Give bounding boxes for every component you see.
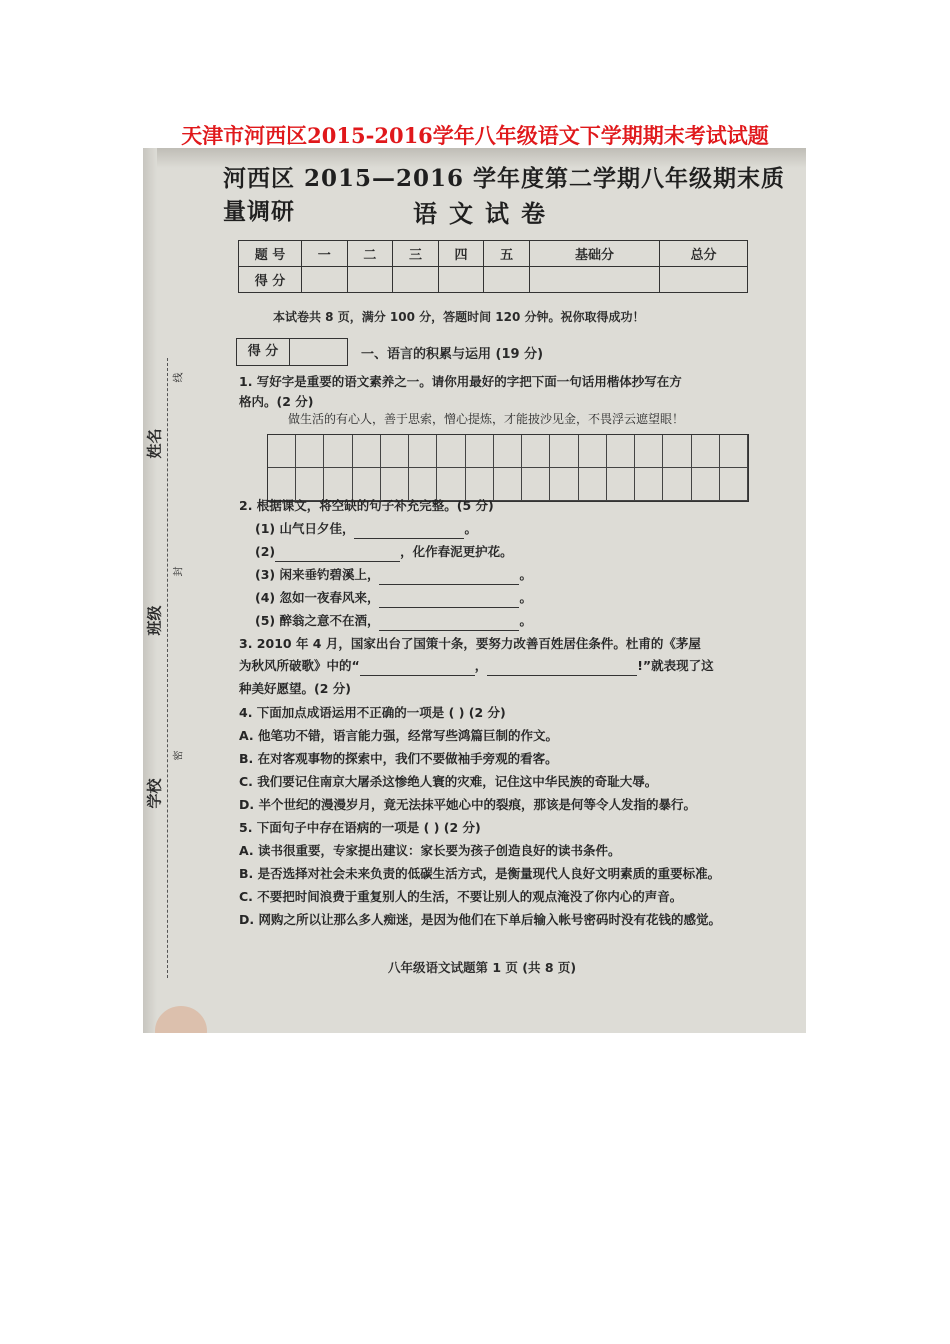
question-3-line3: 种美好愿望。(2 分) <box>239 681 351 696</box>
document-title: 天津市河西区2015-2016学年八年级语文下学期期末考试试题 <box>181 123 769 148</box>
paper-title: 河西区 2015—2016 学年度第二学期八年级期末质量调研 <box>223 165 786 225</box>
margin-mark-mi: 密 <box>173 750 185 761</box>
question-4-option: A. 他笔功不错，语言能力强，经常写些鸿篇巨制的作文。 <box>239 728 559 743</box>
score-table-cell: 基础分 <box>529 241 659 267</box>
page-footer: 八年级语文试题第 1 页 (共 8 页) <box>388 960 577 975</box>
question-2-item: (5) 醉翁之意不在酒， 。 <box>255 611 532 631</box>
question-3-line2: 为秋风所破歌》中的“ ， !”就表现了这 <box>239 656 714 676</box>
question-1-line1: 1. 写好字是重要的语文素养之一。请你用最好的字把下面一句话用楷体抄写在方 <box>239 374 682 389</box>
question-3-line1: 3. 2010 年 4 月，国家出台了国策十条，要努力改善百姓居住条件。杜甫的《茅屋 <box>239 636 701 651</box>
question-5-option: A. 读书很重要，专家提出建议：家长要为孩子创造良好的读书条件。 <box>239 843 621 858</box>
question-2-item: (1) 山气日夕佳， 。 <box>255 519 477 539</box>
score-table-cell <box>393 267 439 293</box>
question-2-item: (3) 闲来垂钓碧溪上， 。 <box>255 565 532 585</box>
binding-margin <box>143 148 203 1033</box>
score-table-cell <box>529 267 659 293</box>
score-table-cell <box>438 267 484 293</box>
score-table <box>238 240 748 293</box>
question-1-line2: 格内。(2 分) <box>239 394 314 409</box>
score-table-cell <box>347 267 393 293</box>
score-table-cell: 总分 <box>660 241 748 267</box>
margin-label-name: 姓名 <box>145 428 164 459</box>
section-score-label: 得 分 <box>237 339 290 365</box>
score-table-cell: 四 <box>438 241 484 267</box>
margin-label-class: 班级 <box>145 605 164 636</box>
score-table-header <box>239 241 748 267</box>
score-table-cell <box>660 267 748 293</box>
question-4: 4. 下面加点成语运用不正确的一项是 ( ) (2 分) <box>239 705 506 720</box>
score-table-cell: 题 号 <box>239 241 302 267</box>
question-4-option: D. 半个世纪的漫漫岁月，竟无法抹平她心中的裂痕，那该是何等令人发指的暴行。 <box>239 797 696 812</box>
score-table-cell: 五 <box>484 241 530 267</box>
score-table-row <box>239 267 748 293</box>
score-table-cell <box>302 267 348 293</box>
question-5: 5. 下面句子中存在语病的一项是 ( ) (2 分) <box>239 820 481 835</box>
score-table-cell: 二 <box>347 241 393 267</box>
handwriting-grid <box>267 434 749 502</box>
section-title: 一、语言的积累与运用 (19 分) <box>361 347 544 362</box>
score-table-cell: 一 <box>302 241 348 267</box>
margin-mark-feng: 封 <box>173 566 185 577</box>
margin-label-school: 学校 <box>145 778 164 809</box>
margin-mark-xian: 线 <box>173 372 185 383</box>
question-2: 2. 根据课文，将空缺的句子补充完整。(5 分) <box>239 498 494 513</box>
question-1-sentence: 做生活的有心人，善于思索，憎心提炼，才能披沙见金，不畏浮云遮望眼！ <box>288 412 685 426</box>
seal-line <box>167 358 168 978</box>
score-table-cell: 三 <box>393 241 439 267</box>
section-score-box <box>236 338 348 366</box>
question-5-option: B. 是否选择对社会未来负责的低碳生活方式，是衡量现代人良好文明素质的重要标准。 <box>239 866 721 881</box>
question-4-option: C. 我们要记住南京大屠杀这惨绝人寰的灾难，记住这中华民族的奇耻大辱。 <box>239 774 658 789</box>
question-2-item: (4) 忽如一夜春风来， 。 <box>255 588 532 608</box>
paper-subtitle: 语文试卷 <box>413 199 557 228</box>
exam-photo <box>143 148 806 1033</box>
question-4-option: B. 在对客观事物的探索中，我们不要做袖手旁观的看客。 <box>239 751 558 766</box>
score-table-cell <box>484 267 530 293</box>
question-5-option: C. 不要把时间浪费于重复别人的生活，不要让别人的观点淹没了你内心的声音。 <box>239 889 683 904</box>
exam-notice: 本试卷共 8 页，满分 100 分，答题时间 120 分钟。祝你取得成功！ <box>273 310 645 324</box>
question-5-option: D. 网购之所以让那么多人痴迷，是因为他们在下单后输入帐号密码时没有花钱的感觉。 <box>239 912 721 927</box>
question-2-item: (2) ，化作春泥更护花。 <box>255 542 513 562</box>
score-table-cell: 得 分 <box>239 267 302 293</box>
